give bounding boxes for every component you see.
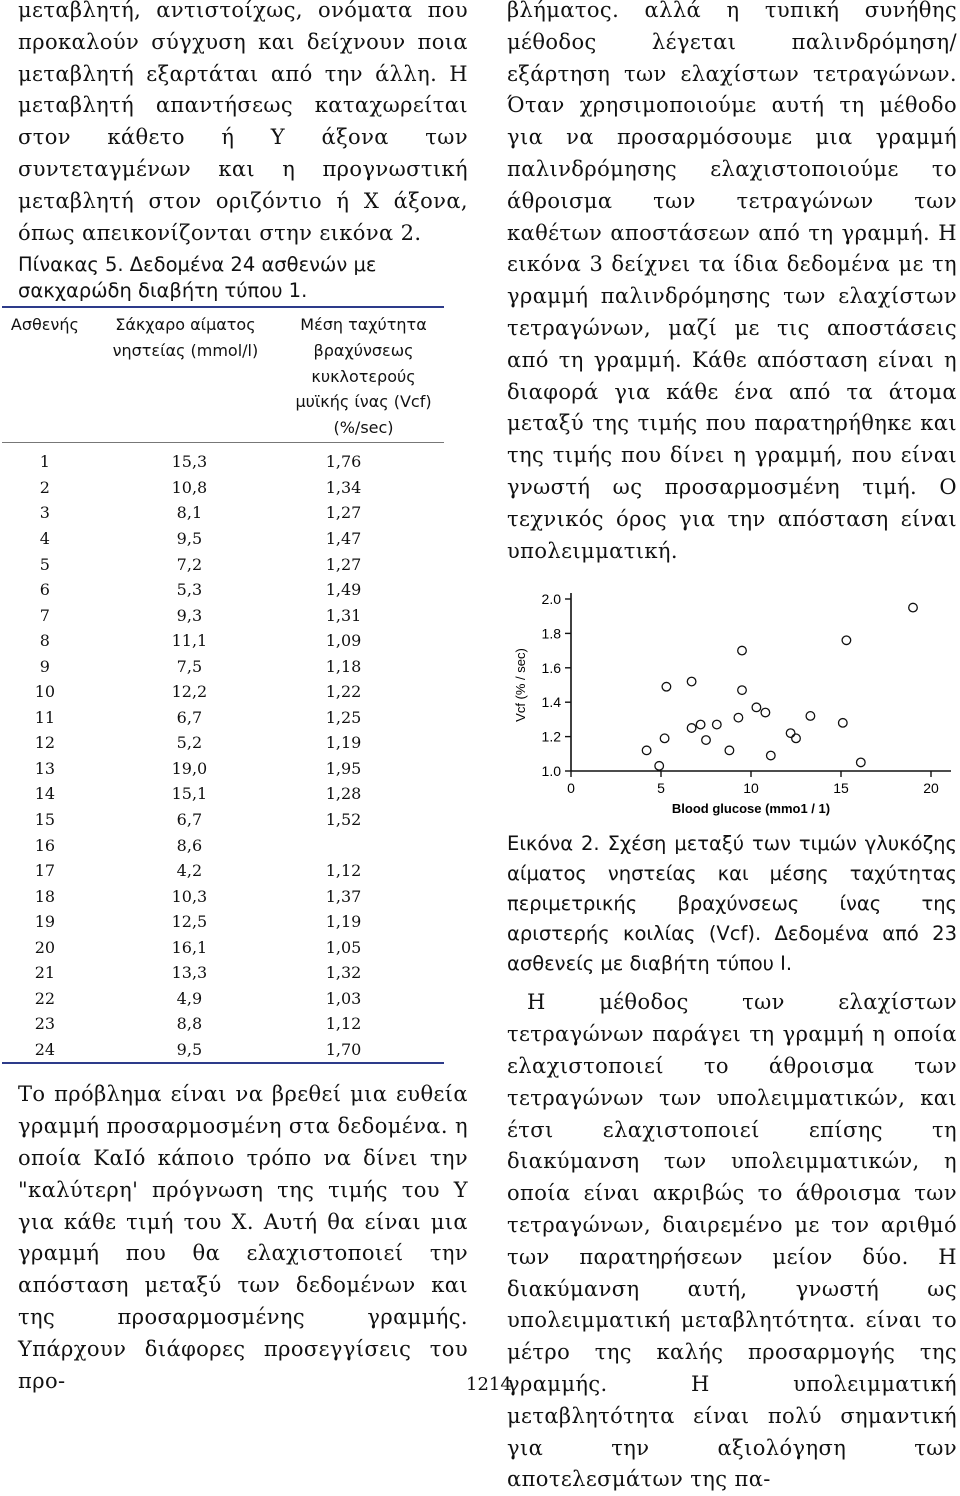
right-paragraph-1: βλήματος. αλλά η τυπική συνήθης μέθοδος λέγεται παλινδρόμηση/εξάρτηση των ελαχίστων τετραγώνων. Όταν χρησιμοποιούμε αυτή τη μέθοδο για να προσαρμόσουμε μια γραμμή παλινδρόμησης ελαχιστοποιούμε το άθροισμα των τετραγώνων των καθέτων αποστάσεων από τη γραμμή. Η εικόνα 3 δείχνει τα ίδια δεδομένα με τη γραμμή παλινδρόμησης των ελαχίστων τετραγώνων, μαζί με τις αποστάσεις από τη γραμμή. Κάθε απόσταση είναι η διαφορά για κάθε ένα από τα άτομα μεταξύ της τιμής που παρατηρήθηκε και της τιμής που δίνει η γραμμή, που είναι γνωστή ως προσαρμοσμένη τιμή. Ο τεχνικός όρος για την απόσταση είναι υπολειμματική. (507, 0, 957, 563)
data-point (662, 683, 671, 692)
table-row (2, 603, 444, 629)
cell-vcf: 1,12 (325, 861, 362, 881)
table-row (2, 1011, 444, 1037)
cell-blood-sugar: 8,1 (176, 503, 203, 523)
y-tick-label: 1.2 (541, 728, 561, 745)
data-point (738, 686, 747, 695)
data-point (734, 714, 743, 723)
table-header-row (2, 307, 444, 442)
cell-patient: 2 (39, 477, 50, 497)
data-point (738, 647, 747, 656)
data-point (696, 721, 705, 730)
right-paragraph-2: Η μέθοδος των ελαχίστων τετραγώνων παράγει τη γραμμή η οποία ελαχιστοποιεί το άθροισμα των τετραγώνων των υπολειμματικών, και έτσι ελαχιστοποιεί επίσης τη διακύμανση των υπολειμματικών, η οποία είναι ακριβώς το άθροισμα των τετραγώνων, διαιρεμένο με τον αριθμό των παρατηρήσεων μείον δύο. Η διακύμανση αυτή, γνωστή ως υπολειμματική μεταβλητότητα. είναι το μέτρο της καλής προσαρμογής της γραμμής. Η υπολειμματική μεταβλητότητα είναι πολύ σημαντική για την αξιολόγηση των αποτελεσμάτων της πα- (507, 990, 957, 1492)
table-row (2, 807, 444, 833)
cell-patient: 8 (39, 631, 50, 651)
y-tick-label: 1.0 (541, 763, 561, 780)
x-tick-label: 5 (657, 780, 665, 797)
cell-vcf: 1,34 (325, 477, 362, 497)
cell-patient: 6 (39, 580, 50, 600)
left-column (10, 0, 468, 1397)
cell-patient: 23 (34, 1014, 56, 1034)
cell-blood-sugar: 12,2 (171, 682, 208, 702)
table-row (2, 500, 444, 526)
data-point (767, 752, 776, 761)
table-row (2, 858, 444, 884)
data-point (713, 721, 722, 730)
cell-vcf: 1,03 (325, 988, 362, 1008)
cell-patient: 22 (34, 988, 56, 1008)
cell-vcf: 1,25 (325, 707, 362, 727)
data-point (687, 678, 696, 687)
table-row (2, 833, 444, 859)
cell-vcf: 1,27 (325, 503, 362, 523)
cell-patient: 10 (34, 682, 56, 702)
cell-blood-sugar: 15,3 (171, 452, 208, 472)
page-number: 1214 (466, 1374, 512, 1395)
table-row (2, 475, 444, 501)
cell-patient: 17 (34, 861, 56, 881)
data-point (857, 758, 866, 767)
y-tick-label: 1.4 (541, 694, 561, 711)
cell-patient: 3 (39, 503, 50, 523)
cell-patient: 9 (39, 656, 50, 676)
cell-patient: 4 (39, 528, 50, 548)
data-point (725, 746, 734, 755)
header-patient: Ασθενής (10, 315, 79, 335)
header-blood-sugar: Σάκχαρο αίματος νηστείας (mmol/l) (112, 315, 259, 360)
table-caption: Πίνακας 5. Δεδομένα 24 ασθενών με σακχαρώδη διαβήτη τύπου 1. (18, 253, 377, 303)
cell-vcf: 1,95 (325, 758, 362, 778)
data-point (909, 604, 918, 613)
table-row (2, 781, 444, 807)
data-point (642, 746, 651, 755)
cell-patient: 12 (34, 733, 56, 753)
cell-blood-sugar: 9,3 (176, 605, 203, 625)
cell-blood-sugar: 9,5 (176, 528, 203, 548)
cell-patient: 15 (34, 810, 56, 829)
cell-blood-sugar: 19,0 (171, 758, 208, 778)
cell-blood-sugar: 16,1 (171, 937, 208, 957)
cell-patient: 1 (39, 452, 50, 472)
cell-patient: 14 (34, 784, 56, 804)
x-tick-label: 0 (567, 780, 575, 797)
table-body (2, 443, 444, 1064)
y-axis-label: Vcf (% / sec) (513, 648, 528, 723)
data-point (660, 734, 669, 743)
data-point (687, 724, 696, 733)
y-tick-label: 1.6 (541, 660, 561, 677)
cell-blood-sugar: 8,8 (176, 1014, 203, 1034)
right-column (507, 0, 957, 1496)
cell-vcf: 1,19 (325, 912, 362, 932)
cell-vcf: 1,18 (325, 656, 362, 676)
cell-vcf: 1,47 (325, 528, 362, 548)
table-row (2, 577, 444, 603)
data-point (786, 729, 795, 738)
cell-vcf: 1,12 (325, 1014, 362, 1034)
x-axis-label: Blood glucose (mmo1 / 1) (671, 801, 831, 817)
cell-patient: 13 (34, 758, 56, 778)
cell-patient: 24 (34, 1039, 56, 1059)
cell-vcf: 1,52 (325, 810, 362, 829)
figure-caption: Εικόνα 2. Σχέση μεταξύ των τιμών γλυκόζης αίματος νηστείας και μέσης ταχύτητας περιμετρικής βραχύνσεως ίνας της αριστερής κοιλίας (Vcf). Δεδομένα από 23 ασθενείς με διαβήτη τύπου Ι. (507, 832, 957, 976)
table-row (2, 628, 444, 654)
table-row (2, 526, 444, 552)
x-tick-label: 10 (743, 780, 759, 797)
after-table-paragraph: Το πρόβλημα είναι να βρεθεί μια ευθεία γραμμή προσαρμοσμένη στα δεδομένα. η οποία ΚαΙό κάποιο τρόπο να δίνει την "καλύτερη' πρόγνωση της τιμής του Υ για κάθε τιμή του Χ. Αυτή θα είναι μια γραμμή που θα ελαχιστοποιεί την απόσταση μεταξύ των δεδομένων και της προσαρμοσμένης γραμμής. Υπάρχουν διάφορες προσεγγίσεις του προ- (18, 1082, 468, 1393)
data-point (655, 762, 664, 771)
cell-blood-sugar: 4,2 (176, 861, 203, 881)
table-row (2, 884, 444, 910)
cell-blood-sugar: 11,1 (171, 631, 208, 651)
data-point (792, 734, 801, 743)
table-row (2, 960, 444, 986)
cell-blood-sugar: 4,9 (176, 988, 203, 1008)
table-row (2, 986, 444, 1012)
cell-blood-sugar: 5,2 (176, 733, 203, 753)
table-row (2, 730, 444, 756)
cell-blood-sugar: 9,5 (176, 1039, 203, 1059)
scatter-figure (507, 581, 957, 821)
cell-blood-sugar: 15,1 (171, 784, 208, 804)
chart-points (642, 604, 917, 771)
cell-vcf: 1,19 (325, 733, 362, 753)
data-point (752, 703, 761, 712)
cell-patient: 21 (34, 963, 56, 983)
table-row (2, 552, 444, 578)
cell-blood-sugar: 5,3 (176, 580, 203, 600)
y-tick-label: 1.8 (541, 625, 561, 642)
intro-paragraph: μεταβλητή, αντιστοίχως, ονόματα που προκαλούν σύγχυση και δείχνουν ποια μεταβλητή εξαρτάται από την άλλη. Η μεταβλητή απαντήσεως καταχωρείται στον κάθετο ή Υ άξονα των συντεταγμένων και η προγνωστική μεταβλητή στον οριζόντιο ή Χ άξονα, όπως απεικονίζονται στην εικόνα 2. (18, 0, 468, 245)
cell-vcf: 1,49 (325, 580, 362, 600)
cell-blood-sugar: 10,3 (171, 886, 208, 906)
table-row (2, 909, 444, 935)
cell-vcf: 1,27 (325, 554, 362, 574)
cell-patient: 16 (34, 835, 56, 855)
table-row (2, 756, 444, 782)
cell-blood-sugar: 8,6 (176, 835, 203, 855)
data-point (839, 719, 848, 728)
data-point (761, 709, 770, 718)
cell-blood-sugar: 7,5 (176, 656, 203, 676)
cell-blood-sugar: 7,2 (176, 554, 203, 574)
cell-vcf: 1,31 (325, 605, 362, 625)
table-row (2, 1037, 444, 1064)
cell-vcf: 1,70 (325, 1039, 362, 1059)
cell-patient: 5 (39, 554, 50, 574)
cell-blood-sugar: 12,5 (171, 912, 208, 932)
table-row (2, 935, 444, 961)
table-row (2, 705, 444, 731)
cell-patient: 19 (34, 912, 56, 932)
header-vcf: Μέση ταχύτητα βραχύνσεως κυκλοτερούς μυϊκής ίνας (Vcf) (%/sec) (295, 315, 432, 437)
cell-blood-sugar: 10,8 (171, 477, 208, 497)
y-tick-label: 2.0 (541, 591, 561, 608)
table-row (2, 679, 444, 705)
cell-vcf: 1,09 (325, 631, 362, 651)
cell-vcf: 1,76 (325, 452, 362, 472)
data-point (842, 636, 851, 645)
patient-data-table (2, 306, 444, 1064)
cell-blood-sugar: 6,7 (176, 810, 203, 829)
chart-axes (513, 591, 951, 816)
table-row (2, 654, 444, 680)
data-point (806, 712, 815, 721)
x-tick-label: 20 (923, 780, 939, 797)
cell-blood-sugar: 6,7 (176, 707, 203, 727)
cell-patient: 20 (34, 937, 56, 957)
cell-patient: 11 (34, 707, 56, 727)
cell-vcf: 1,28 (325, 784, 362, 804)
cell-vcf (283, 833, 444, 859)
cell-patient: 18 (34, 886, 56, 906)
cell-vcf: 1,05 (325, 937, 362, 957)
x-tick-label: 15 (833, 780, 849, 797)
cell-vcf: 1,32 (325, 963, 362, 983)
data-point (702, 736, 711, 745)
table-row (2, 443, 444, 475)
cell-vcf: 1,37 (325, 886, 362, 906)
cell-blood-sugar: 13,3 (171, 963, 208, 983)
cell-vcf: 1,22 (325, 682, 362, 702)
cell-patient: 7 (39, 605, 50, 625)
